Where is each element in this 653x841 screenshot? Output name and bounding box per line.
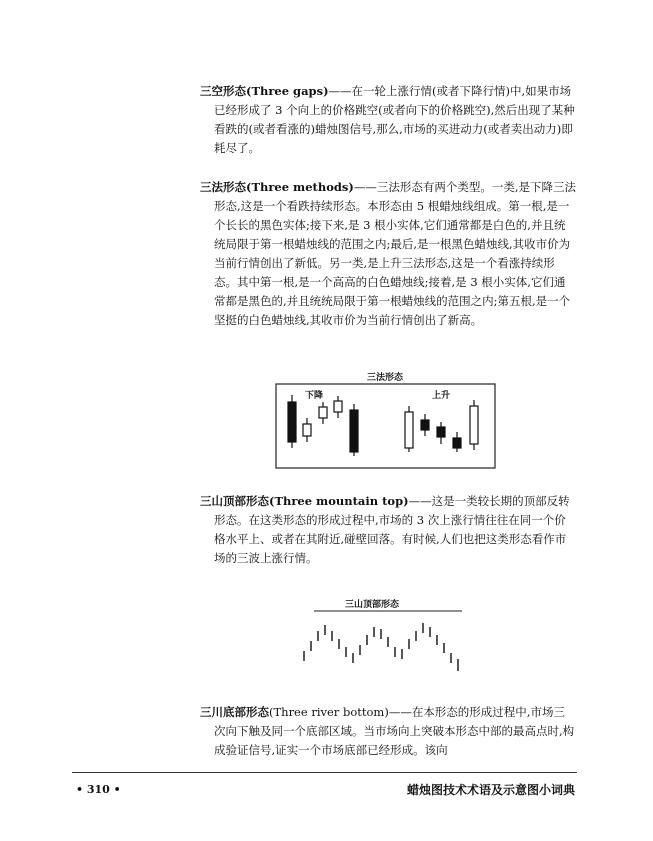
candle-white-small [334, 401, 342, 412]
candle-black-small [453, 438, 461, 448]
term-body: ——在一轮上涨行情(或者下降行情)中,如果市场已经形成了 3 个向上的价格跳空(或者向下的价格跳空),然后出现了某种看跌的(或者看涨的)蜡烛图信号,那么,市场的买进动力(或者卖出动力)即耗尽了。 [214, 84, 575, 155]
running-footer-title: 蜡烛图技术术语及示意图小词典 [406, 783, 575, 797]
term-body: ——三法形态有两个类型。一类,是下降三法形态,这是一个看跌持续形态。本形态由 5 根蜡烛线组成。第一根,是一个长长的黑色实体;接下来,是 3 根小实体,它们通常都是白色的,并且统统局限于第一根蜡烛线的范围之内;最后,是一根黑色蜡烛线,其收市价为当前行情创出了新低。另一类,是上升三法形态,这是一个看涨持续形态。其中第一根,是一个高高的白色蜡烛线;接着,是 3 根小实体,它们通常都是黑色的,并且统统局限于第一根蜡烛线的范围之内;第五根,是一个坚挺的白色蜡烛线,其收市价为当前行情创出了新高。 [214, 180, 576, 327]
term-latin: (Three mountain top) [269, 494, 409, 508]
figure-falling-label: 下降 [305, 391, 324, 401]
term-heading: 三山顶部形态 [200, 494, 269, 508]
candle-white-small [319, 407, 327, 418]
entry-three-methods [200, 178, 576, 330]
entry-three-mountain-top [200, 492, 576, 568]
figure-three-mountain-title: 三山顶部形态 [345, 600, 400, 610]
candle-black-small [421, 420, 429, 430]
candle-white-long [470, 406, 478, 444]
candle-black-small [437, 427, 445, 437]
term-heading: 三空形态 [200, 84, 246, 98]
figure-three-methods-title: 三法形态 [367, 373, 404, 383]
figure-rising-label: 上升 [432, 391, 451, 401]
footer-divider [72, 772, 577, 773]
term-latin: (Three methods) [246, 180, 354, 194]
term-heading: 三川底部形态 [200, 705, 269, 719]
entry-three-river-bottom [200, 703, 576, 760]
page-number: • 310 • [76, 783, 121, 796]
term-latin: (Three river bottom) [269, 705, 389, 719]
term-heading: 三法形态 [200, 180, 246, 194]
candle-white-small [303, 424, 311, 436]
candle-black-long [288, 402, 296, 442]
term-body: ——在本形态的形成过程中,市场三次向下触及同一个底部区域。当市场向上突破本形态中部的最高点时,构成验证信号,证实一个市场底部已经形成。该向 [214, 705, 575, 757]
term-latin: (Three gaps) [246, 84, 329, 98]
figure-three-mountain [298, 605, 470, 675]
price-bars [304, 623, 458, 671]
entry-three-gaps [200, 82, 576, 158]
term-body: ——这是一类较长期的顶部反转形态。在这类形态的形成过程中,市场的 3 次上涨行情往往在同一个价格水平上、或者在其附近,碰壁回落。有时候,人们也把这类形态看作市场的三波上涨行情。 [214, 494, 570, 565]
candle-white-long [405, 412, 413, 448]
candle-black-long [350, 410, 358, 452]
figure-three-methods [275, 378, 497, 470]
